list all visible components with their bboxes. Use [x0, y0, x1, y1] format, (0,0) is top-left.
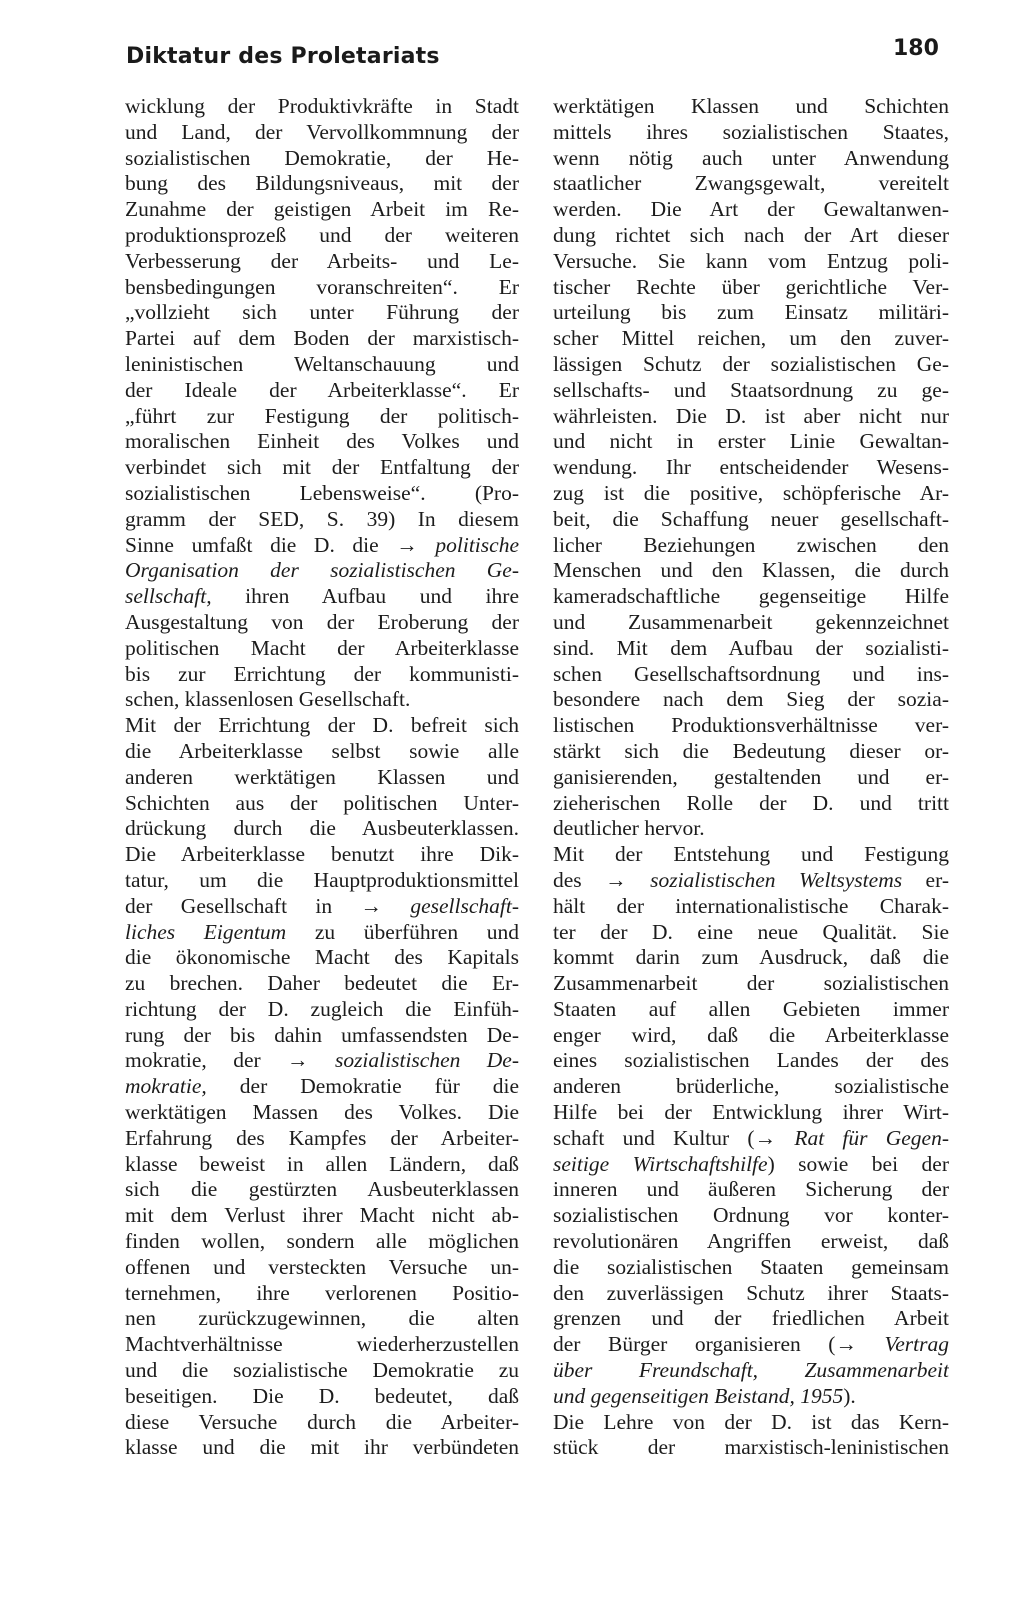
body-text: Verbesserung der Arbeits- und Le-: [125, 248, 519, 273]
body-text: zu überführen und: [286, 919, 519, 944]
left-column: [125, 94, 519, 1461]
text-line: [125, 326, 519, 352]
body-text: beseitigen. Die D. bedeutet, daß: [125, 1383, 519, 1408]
text-line: [125, 1100, 519, 1126]
text-line: [125, 507, 519, 533]
text-line: [553, 352, 949, 378]
cross-reference-text: politische: [435, 532, 519, 557]
body-text: der Ideale der Arbeiterklasse“. Er: [125, 377, 519, 402]
body-text: licher Beziehungen zwischen den: [553, 532, 949, 557]
body-text: wenn nötig auch unter Anwendung: [553, 145, 949, 170]
text-line: [125, 662, 519, 688]
body-text: hält der internationalistische Charak-: [553, 893, 949, 918]
body-text: zu brechen. Daher bedeutet die Er-: [125, 971, 519, 996]
text-line: [125, 223, 519, 249]
text-line: [553, 1023, 949, 1049]
text-line: [125, 120, 519, 146]
body-text: bung des Bildungsniveaus, mit der: [125, 171, 519, 196]
text-line: [553, 713, 949, 739]
body-text: währleisten. Die D. ist aber nicht nur: [553, 403, 949, 428]
cross-reference-text: gesellschaft-: [410, 893, 519, 918]
body-text: und Zusammenarbeit gekennzeichnet: [553, 609, 949, 634]
body-text: moralischen Einheit des Volkes und: [125, 429, 519, 454]
body-text: dung richtet sich nach der Art dieser: [553, 222, 949, 247]
text-line: [553, 455, 949, 481]
text-line: [553, 223, 949, 249]
text-line: [553, 610, 949, 636]
text-line: [553, 1255, 949, 1281]
text-line: [125, 429, 519, 455]
body-text: enger wird, daß die Arbeiterklasse: [553, 1022, 949, 1047]
page-number: 180: [893, 36, 939, 61]
text-line: [125, 1358, 519, 1384]
text-line: [125, 1048, 519, 1074]
body-text: besondere nach dem Sieg der sozia-: [553, 687, 949, 712]
text-line: [553, 300, 949, 326]
body-text: sozialistischen Ordnung vor konter-: [553, 1203, 949, 1228]
body-text: Mit der Entstehung und Festigung: [553, 842, 949, 867]
body-text: und Land, der Vervollkommnung der: [125, 119, 519, 144]
text-line: [125, 842, 519, 868]
text-line: [553, 765, 949, 791]
text-line: [553, 558, 949, 584]
body-text: anderen brüderliche, sozialistische: [553, 1074, 949, 1099]
cross-reference-text: Organisation der sozialistischen Ge-: [125, 558, 519, 583]
text-line: [553, 481, 949, 507]
body-text: produktionsprozeß und der weiteren: [125, 222, 519, 247]
text-line: [125, 1281, 519, 1307]
body-text: diese Versuche durch die Arbeiter-: [125, 1409, 519, 1434]
body-text: listischen Produktionsverhältnisse ver-: [553, 713, 949, 738]
body-text: schen Gesellschaftsordnung und ins-: [553, 661, 949, 686]
text-line: [553, 1126, 949, 1152]
body-text: werktätigen Massen des Volkes. Die: [125, 1100, 519, 1125]
body-text: stück der marxistisch-leninistischen: [553, 1435, 949, 1460]
body-text: staatlicher Zwangsgewalt, vereitelt: [553, 171, 949, 196]
text-line: [125, 352, 519, 378]
body-text: Machtverhältnisse wiederherzustellen: [125, 1332, 519, 1357]
text-line: [125, 404, 519, 430]
body-text: mokratie, der →: [125, 1048, 335, 1073]
body-text: klasse und die mit ihr verbündeten: [125, 1435, 519, 1460]
text-line: [125, 558, 519, 584]
body-text: Mit der Errichtung der D. befreit sich: [125, 713, 519, 738]
body-text: drückung durch die Ausbeuterklassen.: [125, 816, 519, 841]
cross-reference-text: sozialistischen Weltsystems: [650, 867, 903, 892]
text-line: [553, 1332, 949, 1358]
body-text: Die Arbeiterklasse benutzt ihre Dik-: [125, 842, 519, 867]
body-text: inneren und äußeren Sicherung der: [553, 1177, 949, 1202]
text-line: [125, 1152, 519, 1178]
text-line: [553, 1410, 949, 1436]
body-text: mittels ihres sozialistischen Staates,: [553, 119, 949, 144]
text-line: [553, 1074, 949, 1100]
text-line: [125, 610, 519, 636]
body-text: „führt zur Festigung der politisch-: [125, 403, 519, 428]
text-line: [125, 533, 519, 559]
text-line: [553, 920, 949, 946]
body-text: schen, klassenlosen Gesellschaft.: [125, 687, 411, 712]
cross-reference-text: Vertrag: [884, 1332, 949, 1357]
text-line: [125, 816, 519, 842]
text-line: [553, 894, 949, 920]
body-text: die sozialistischen Staaten gemeinsam: [553, 1254, 949, 1279]
page-header: [0, 0, 1024, 90]
body-text: urteilung bis zum Einsatz militäri-: [553, 300, 949, 325]
body-text: Schichten aus der politischen Unter-: [125, 790, 519, 815]
text-line: [125, 687, 519, 713]
body-text: grenzen und der friedlichen Arbeit: [553, 1306, 949, 1331]
text-line: [125, 481, 519, 507]
body-text: ).: [843, 1383, 856, 1408]
text-line: [553, 326, 949, 352]
body-text: offenen und versteckten Versuche un-: [125, 1254, 519, 1279]
text-line: [553, 404, 949, 430]
text-line: [125, 197, 519, 223]
text-line: [125, 739, 519, 765]
right-column: [553, 94, 949, 1461]
body-text: ter der D. eine neue Qualität. Sie: [553, 919, 949, 944]
body-text: Zunahme der geistigen Arbeit im Re-: [125, 197, 519, 222]
cross-reference-text: seitige Wirtschaftshilfe: [553, 1151, 768, 1176]
text-line: [125, 971, 519, 997]
text-line: [125, 997, 519, 1023]
body-text: sellschafts- und Staatsordnung zu ge-: [553, 377, 949, 402]
text-line: [125, 455, 519, 481]
running-head: Diktatur des Proletariats: [126, 44, 440, 69]
body-text: und nicht in erster Linie Gewaltan-: [553, 429, 949, 454]
text-line: [125, 249, 519, 275]
text-line: [553, 791, 949, 817]
text-line: [553, 1100, 949, 1126]
text-line: [553, 739, 949, 765]
text-line: [553, 1435, 949, 1461]
text-line: [125, 868, 519, 894]
text-line: [553, 636, 949, 662]
body-text: rung der bis dahin umfassendsten De-: [125, 1022, 519, 1047]
body-text: sozialistischen Demokratie, der He-: [125, 145, 519, 170]
text-line: [125, 171, 519, 197]
text-line: [553, 1384, 949, 1410]
text-line: [553, 868, 949, 894]
body-text: Staaten auf allen Gebieten immer: [553, 996, 949, 1021]
text-line: [125, 1023, 519, 1049]
body-text: deutlicher hervor.: [553, 816, 705, 841]
body-text: richtung der D. zugleich die Einfüh-: [125, 996, 519, 1021]
body-text: Erfahrung des Kampfes der Arbeiter-: [125, 1125, 519, 1150]
body-text: werktätigen Klassen und Schichten: [553, 94, 949, 118]
text-line: [553, 94, 949, 120]
text-line: [553, 1203, 949, 1229]
text-line: [553, 146, 949, 172]
text-line: [553, 687, 949, 713]
text-line: [125, 1384, 519, 1410]
body-text: lässigen Schutz der sozialistischen Ge-: [553, 351, 949, 376]
text-line: [553, 662, 949, 688]
body-text: finden wollen, sondern alle möglichen: [125, 1229, 519, 1254]
body-text: mit dem Verlust ihrer Macht nicht ab-: [125, 1203, 519, 1228]
body-text: ganisierenden, gestaltenden und er-: [553, 764, 949, 789]
text-line: [553, 945, 949, 971]
body-text: revolutionären Angriffen erweist, daß: [553, 1229, 949, 1254]
text-line: [553, 1152, 949, 1178]
body-text: stärkt sich die Bedeutung dieser or-: [553, 738, 949, 763]
text-line: [125, 300, 519, 326]
body-text: scher Mittel reichen, um den zuver-: [553, 326, 949, 351]
text-line: [553, 249, 949, 275]
text-line: [125, 1074, 519, 1100]
text-line: [125, 894, 519, 920]
body-text: zug ist die positive, schöpferische Ar-: [553, 480, 949, 505]
text-line: [553, 1177, 949, 1203]
text-line: [553, 197, 949, 223]
text-line: [125, 713, 519, 739]
body-text: gramm der SED, S. 39) In diesem: [125, 506, 519, 531]
body-text: der Bürger organisieren (→: [553, 1332, 885, 1357]
body-text: die Arbeiterklasse selbst sowie alle: [125, 738, 519, 763]
cross-reference-text: sellschaft,: [125, 584, 212, 609]
body-text: tischer Rechte über gerichtliche Ver-: [553, 274, 949, 299]
text-line: [553, 1048, 949, 1074]
text-line: [125, 584, 519, 610]
text-line: [553, 378, 949, 404]
text-line: [125, 146, 519, 172]
body-text: verbindet sich mit der Entfaltung der: [125, 455, 519, 480]
text-line: [553, 842, 949, 868]
body-text: des →: [553, 867, 651, 892]
text-line: [553, 1229, 949, 1255]
text-line: [125, 1177, 519, 1203]
body-text: sozialistischen Lebensweise“. (Pro-: [125, 480, 519, 505]
text-line: [125, 920, 519, 946]
text-line: [125, 1229, 519, 1255]
body-text: anderen werktätigen Klassen und: [125, 764, 519, 789]
text-line: [125, 1203, 519, 1229]
body-text: Versuche. Sie kann vom Entzug poli-: [553, 248, 949, 273]
body-text: klasse beweist in allen Ländern, daß: [125, 1151, 519, 1176]
body-text: ihren Aufbau und ihre: [211, 584, 519, 609]
body-text: er-: [902, 867, 949, 892]
body-text: kommt darin zum Ausdruck, daß die: [553, 945, 949, 970]
body-text: sich die gestürzten Ausbeuterklassen: [125, 1177, 519, 1202]
text-line: [125, 1332, 519, 1358]
text-line: [553, 120, 949, 146]
body-text: bis zur Errichtung der kommunisti-: [125, 661, 519, 686]
text-line: [125, 791, 519, 817]
body-text: sind. Mit dem Aufbau der sozialisti-: [553, 635, 949, 660]
text-line: [553, 533, 949, 559]
body-text: Menschen und den Klassen, die durch: [553, 558, 949, 583]
body-text: werden. Die Art der Gewaltanwen-: [553, 197, 949, 222]
body-text: politischen Macht der Arbeiterklasse: [125, 635, 519, 660]
body-text: Partei auf dem Boden der marxistisch-: [125, 326, 519, 351]
body-text: wendung. Ihr entscheidender Wesens-: [553, 455, 949, 480]
body-text: wicklung der Produktivkräfte in Stadt: [125, 94, 519, 118]
text-line: [553, 584, 949, 610]
body-text: kameradschaftliche gegenseitige Hilfe: [553, 584, 949, 609]
cross-reference-text: sozialistischen De-: [334, 1048, 519, 1073]
text-line: [553, 275, 949, 301]
body-text: zieherischen Rolle der D. und tritt: [553, 790, 949, 815]
text-line: [553, 429, 949, 455]
cross-reference-text: und gegenseitigen Beistand, 1955: [553, 1383, 844, 1408]
cross-reference-text: Rat für Gegen-: [794, 1125, 949, 1150]
body-text: der Demokratie für die: [206, 1074, 519, 1099]
text-line: [553, 1306, 949, 1332]
text-line: [553, 1281, 949, 1307]
body-text: ) sowie bei der: [767, 1151, 949, 1176]
body-text: die ökonomische Macht des Kapitals: [125, 945, 519, 970]
text-line: [125, 1306, 519, 1332]
text-line: [125, 636, 519, 662]
body-text: Hilfe bei der Entwicklung ihrer Wirt-: [553, 1100, 949, 1125]
text-line: [125, 378, 519, 404]
text-line: [553, 971, 949, 997]
body-text: Die Lehre von der D. ist das Kern-: [553, 1409, 949, 1434]
text-line: [125, 1410, 519, 1436]
cross-reference-text: über Freundschaft, Zusammenarbeit: [553, 1358, 949, 1383]
text-line: [125, 94, 519, 120]
text-line: [125, 1435, 519, 1461]
body-text: leninistischen Weltanschauung und: [125, 351, 519, 376]
text-line: [125, 945, 519, 971]
body-text: ternehmen, ihre verlorenen Positio-: [125, 1280, 519, 1305]
text-line: [125, 765, 519, 791]
body-text: schaft und Kultur (→: [553, 1125, 795, 1150]
body-text: tatur, um die Hauptproduktionsmittel: [125, 867, 519, 892]
body-text: bensbedingungen voranschreiten“. Er: [125, 274, 519, 299]
text-line: [125, 275, 519, 301]
cross-reference-text: mokratie,: [125, 1074, 207, 1099]
body-text: nen zurückzugewinnen, die alten: [125, 1306, 519, 1331]
text-line: [553, 1358, 949, 1384]
body-text: Ausgestaltung von der Eroberung der: [125, 609, 519, 634]
cross-reference-text: liches Eigentum: [125, 919, 287, 944]
body-text: und die sozialistische Demokratie zu: [125, 1358, 519, 1383]
text-line: [125, 1255, 519, 1281]
text-line: [553, 816, 949, 842]
text-line: [553, 171, 949, 197]
text-line: [125, 1126, 519, 1152]
body-text: eines sozialistischen Landes der des: [553, 1048, 949, 1073]
body-text: Sinne umfaßt die D. die →: [125, 532, 436, 557]
body-text: den zuverlässigen Schutz ihrer Staats-: [553, 1280, 949, 1305]
body-text: beit, die Schaffung neuer gesellschaft-: [553, 506, 949, 531]
body-text: „vollzieht sich unter Führung der: [125, 300, 519, 325]
body-text: der Gesellschaft in →: [125, 893, 411, 918]
text-line: [553, 507, 949, 533]
text-line: [553, 997, 949, 1023]
body-text: Zusammenarbeit der sozialistischen: [553, 971, 949, 996]
